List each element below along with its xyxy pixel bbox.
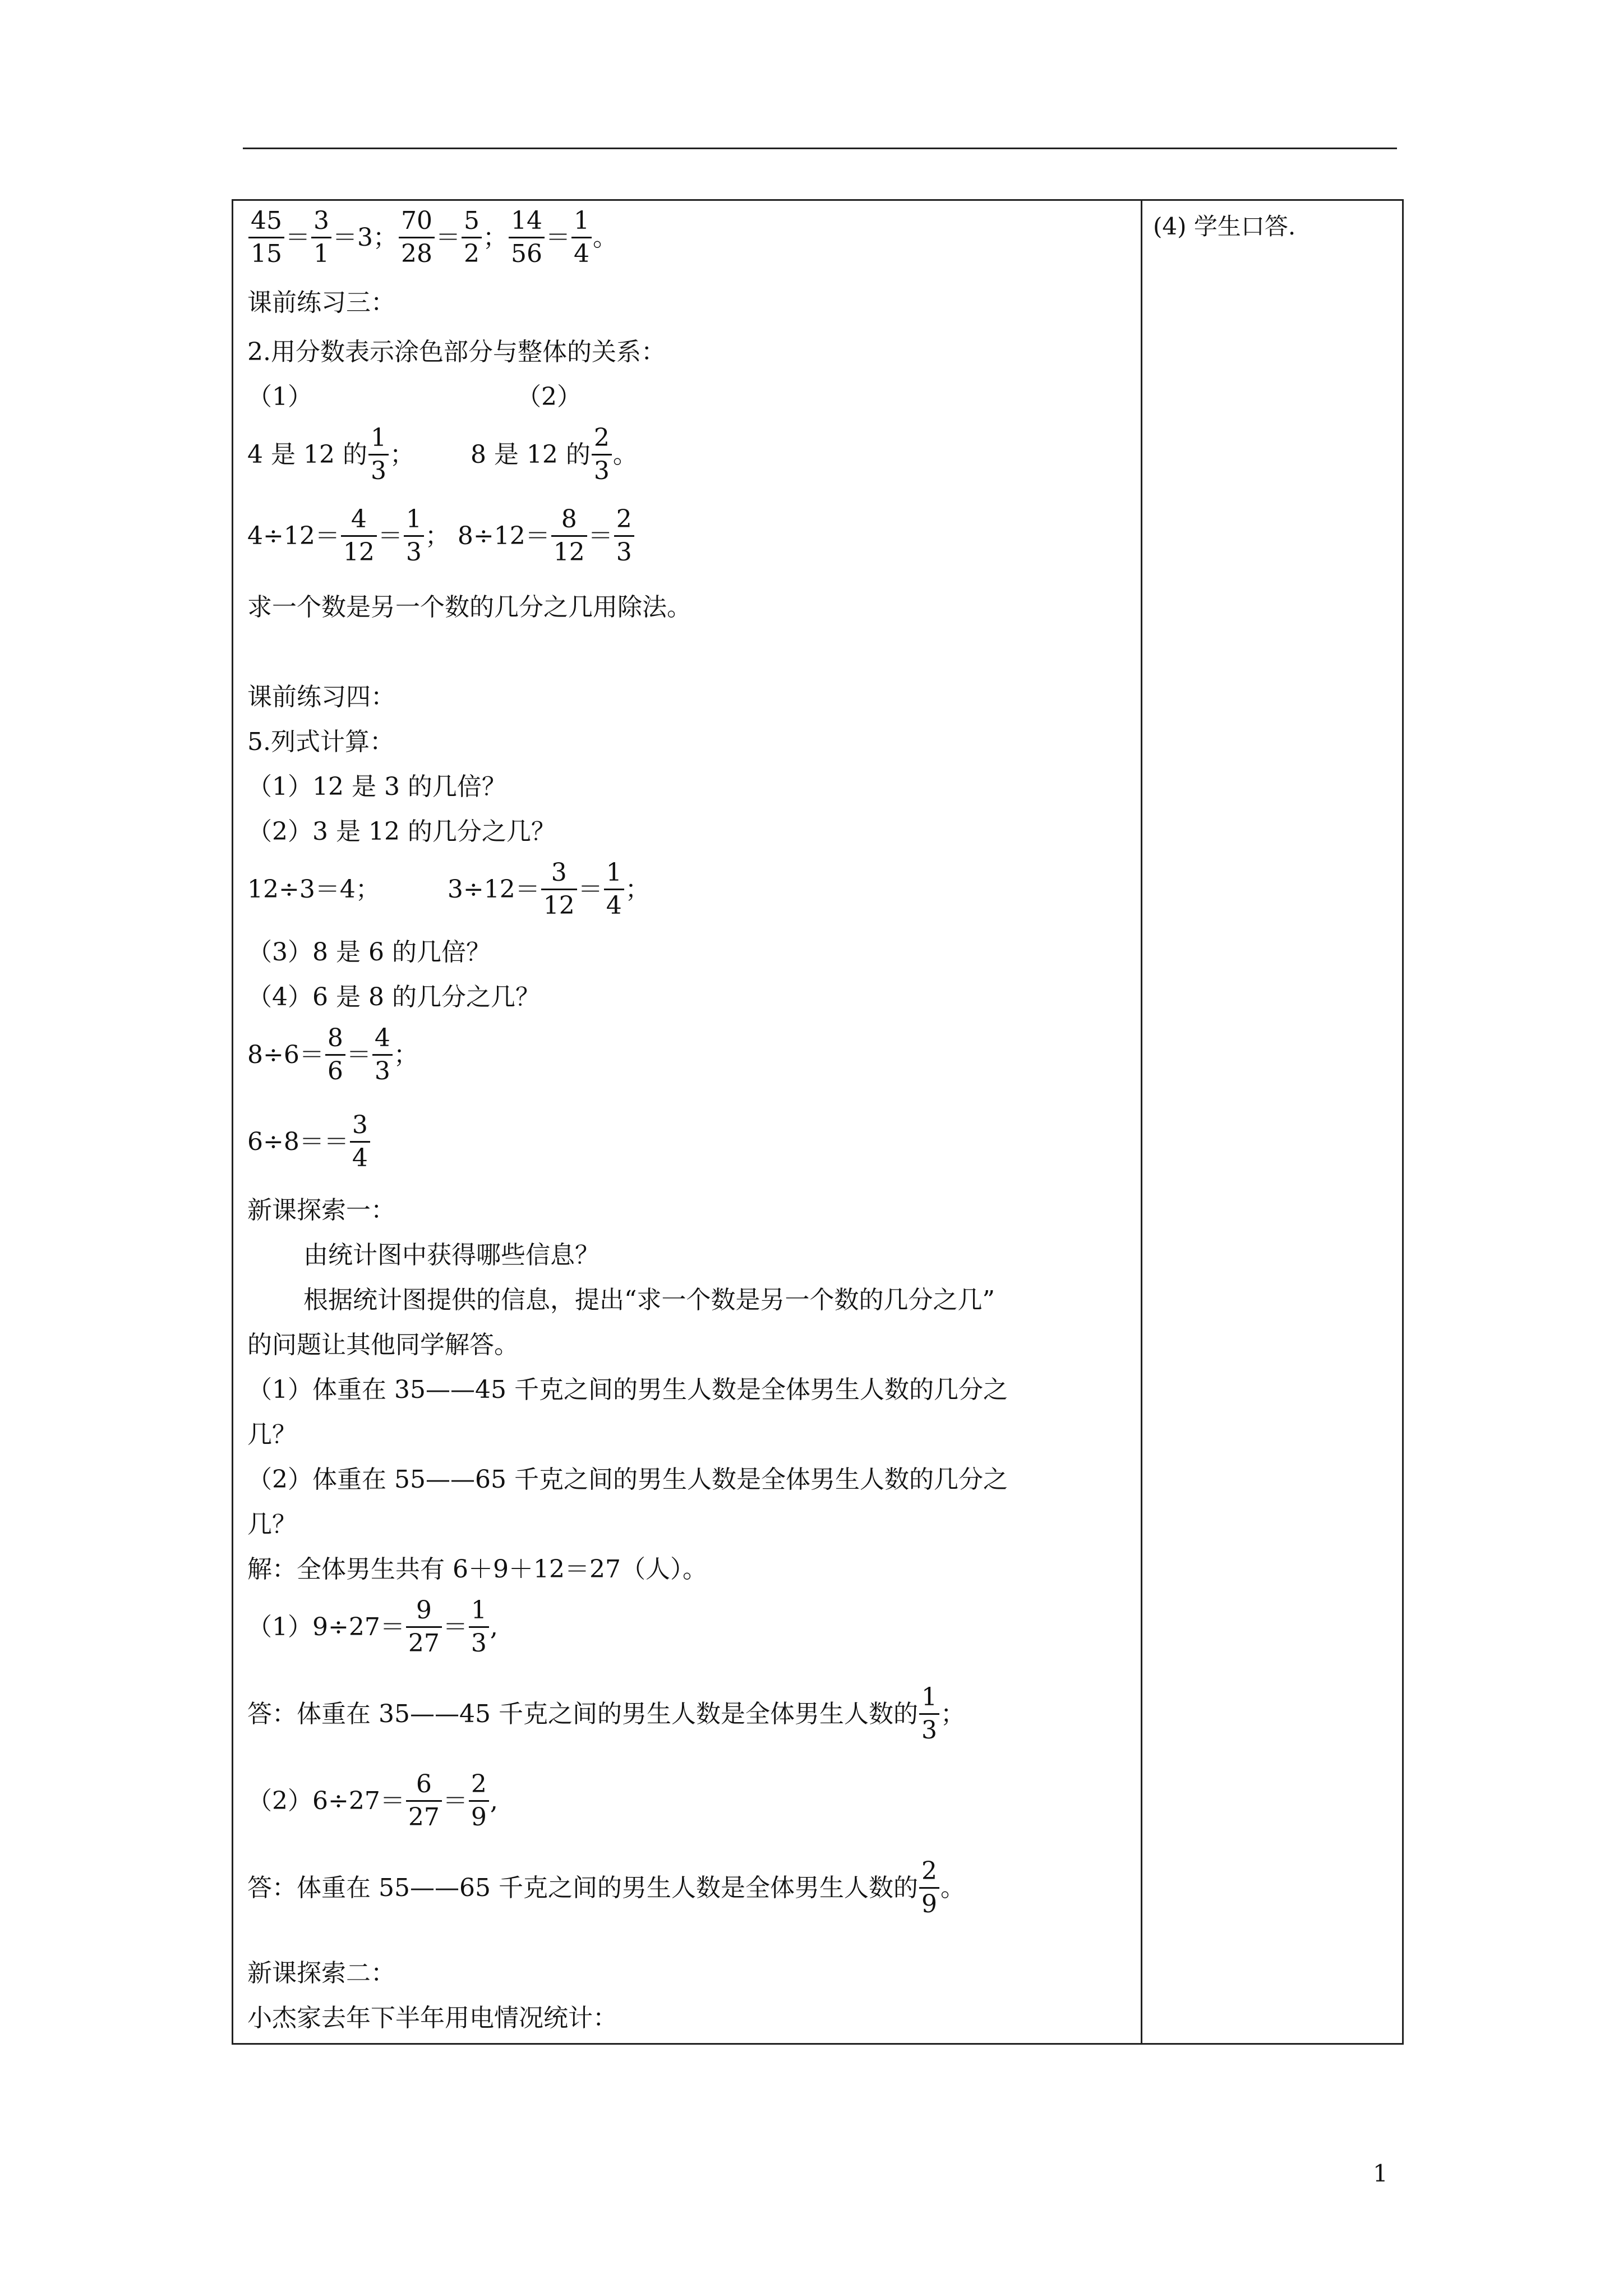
fraction: $\frac{1}{3}$ <box>469 1595 489 1659</box>
fraction: $\frac{9}{27}$ <box>406 1595 442 1659</box>
exercise-title: 2.用分数表示涂色部分与整体的关系： <box>247 338 666 366</box>
equation-line: （2）6÷27＝ $\frac{6}{27}$ ＝ $\frac{2}{9}$ , <box>247 1769 498 1833</box>
equation-line: 6÷8＝＝ $\frac{3}{4}$ <box>247 1110 371 1174</box>
solution: 解：全体男生共有 6＋9＋12＝27（人）。 <box>247 1555 707 1584</box>
fraction: $\frac{45}{15}$ <box>248 205 284 270</box>
side-note: (4) 学生口答. <box>1153 213 1296 240</box>
main-column <box>247 201 1133 2043</box>
fraction: $\frac{2}{3}$ <box>592 422 612 487</box>
paragraph: 小杰家去年下半年用电情况统计： <box>247 2004 617 2032</box>
fraction: $\frac{2}{9}$ <box>469 1769 489 1833</box>
fraction: $\frac{1}{3}$ <box>404 504 424 568</box>
fraction: $\frac{2}{9}$ <box>919 1856 939 1920</box>
fraction: $\frac{3}{1}$ <box>311 205 331 270</box>
exercise-title: 5.列式计算： <box>247 728 394 756</box>
equation-line: 4 是 12 的 $\frac{1}{3}$ ； 8 是 12 的 $\frac{2}{3}$ 。 <box>247 422 638 487</box>
question: （1）12 是 3 的几倍？ <box>247 772 506 801</box>
fraction: $\frac{6}{27}$ <box>406 1769 442 1833</box>
section-heading: 课前练习四： <box>247 683 395 711</box>
fraction: $\frac{1}{3}$ <box>919 1682 939 1746</box>
equation-line: 8÷6＝ $\frac{8}{6}$ ＝ $\frac{4}{3}$ ； <box>247 1023 418 1087</box>
equation-line: 4÷12＝ $\frac{4}{12}$ ＝ $\frac{1}{3}$ ； 8÷12＝ $\frac{8}{12}$ ＝ $\frac{2}{3}$ <box>247 504 635 568</box>
equation-line: （1）9÷27＝ $\frac{9}{27}$ ＝ $\frac{1}{3}$ , <box>247 1595 498 1659</box>
item-label: （1） <box>247 383 312 411</box>
fraction: $\frac{70}{28}$ <box>399 205 435 270</box>
fraction: $\frac{3}{4}$ <box>350 1110 370 1174</box>
lesson-table <box>232 199 1404 2045</box>
column-divider <box>1141 201 1142 2043</box>
fraction: $\frac{5}{2}$ <box>462 205 482 270</box>
equation-line: 12÷3＝4； 3÷12＝ $\frac{3}{12}$ ＝ $\frac{1}{4}$ ； <box>247 857 650 922</box>
fraction: $\frac{14}{56}$ <box>509 205 545 270</box>
fraction: $\frac{8}{6}$ <box>325 1023 345 1087</box>
section-heading: 新课探索二： <box>247 1959 395 1987</box>
paragraph: 的问题让其他同学解答。 <box>247 1331 519 1359</box>
question: （4）6 是 8 的几分之几？ <box>247 983 540 1011</box>
question: （2）3 是 12 的几分之几？ <box>247 817 556 846</box>
question: （1）体重在 35——45 千克之间的男生人数是全体男生人数的几分之 <box>247 1375 1008 1404</box>
answer-line: 答：体重在 55——65 千克之间的男生人数是全体男生人数的 $\frac{2}{9}$ 。 <box>247 1856 965 1920</box>
question: 几？ <box>247 1420 297 1449</box>
fraction: $\frac{8}{12}$ <box>551 504 587 568</box>
answer-line: 答：体重在 35——45 千克之间的男生人数是全体男生人数的 $\frac{1}{3}$ ； <box>247 1682 965 1746</box>
fraction: $\frac{1}{4}$ <box>571 205 592 270</box>
fraction: $\frac{3}{12}$ <box>541 857 577 922</box>
fraction: $\frac{1}{3}$ <box>368 422 389 487</box>
question: （2）体重在 55——65 千克之间的男生人数是全体男生人数的几分之 <box>247 1465 1008 1494</box>
header-rule <box>243 148 1397 149</box>
question: （3）8 是 6 的几倍？ <box>247 938 491 967</box>
fraction: $\frac{2}{3}$ <box>614 504 634 568</box>
section-heading: 新课探索一： <box>247 1196 395 1225</box>
rule-text: 求一个数是另一个数的几分之几用除法。 <box>247 593 691 622</box>
paragraph: 由统计图中获得哪些信息？ <box>303 1241 600 1269</box>
item-label: （2） <box>517 383 582 411</box>
section-heading: 课前练习三： <box>247 288 395 317</box>
question: 几？ <box>247 1510 297 1539</box>
paragraph: 根据统计图提供的信息，提出“求一个数是另一个数的几分之几” <box>303 1286 995 1314</box>
fraction: $\frac{4}{3}$ <box>372 1023 393 1087</box>
fraction: $\frac{1}{4}$ <box>604 857 624 922</box>
fraction-simplify-line: $\frac{45}{15}$ ＝ $\frac{3}{1}$ ＝3； $\frac{70}{28}$ ＝ $\frac{5}{2}$ ； $\frac{14}{56}$ ＝ $\frac{1}{4}$ 。 <box>247 205 617 270</box>
fraction: $\frac{4}{12}$ <box>341 504 377 568</box>
page-number: 1 <box>1373 2160 1388 2187</box>
